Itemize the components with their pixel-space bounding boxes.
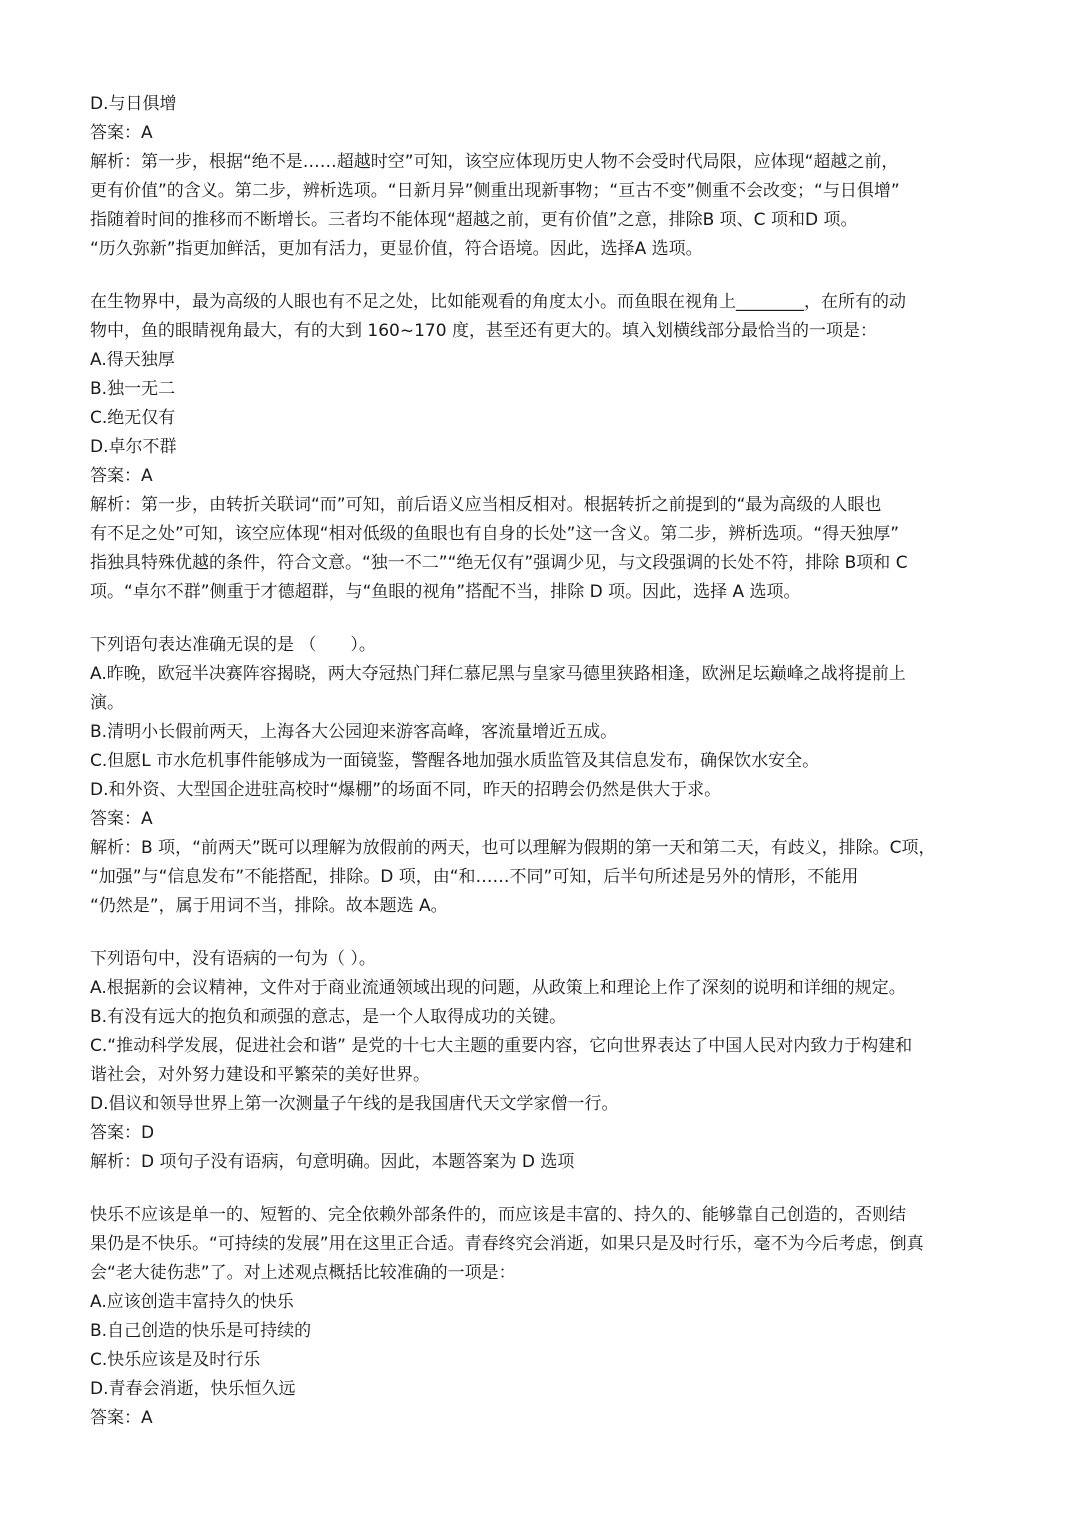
- option-c-line: C.“推动科学发展，促进社会和谐” 是党的十七大主题的重要内容，它向世界表达了中国人民对内致力于构建和: [90, 1036, 913, 1056]
- option-d: D.倡议和领导世界上第一次测量子午线的是我国唐代天文学家僧一行。: [90, 1094, 619, 1114]
- analysis-line: 解析：第一步，根据“绝不是……超越时空”可知，该空应体现历史人物不会受时代局限，应体现“超越之前，: [90, 152, 899, 172]
- analysis-line: 解析：B 项，“前两天”既可以理解为放假前的两天，也可以理解为假期的第一天和第二天，有歧义，排除。C项，: [90, 838, 936, 858]
- answer-line: 答案：A: [90, 123, 153, 143]
- analysis-line: 项。“卓尔不群”侧重于才德超群，与“鱼眼的视角”搭配不当，排除 D 项。因此，选择 A 选项。: [90, 582, 801, 602]
- question-block-4: [90, 1201, 1010, 1433]
- option-a: A.得天独厚: [90, 350, 175, 370]
- option-d: D.青春会消逝，快乐恒久远: [90, 1379, 296, 1399]
- option-c-line: 谐社会，对外努力建设和平繁荣的美好世界。: [90, 1065, 430, 1085]
- option-b: B.有没有远大的抱负和顽强的意志，是一个人取得成功的关键。: [90, 1007, 567, 1027]
- option-b: B.独一无二: [90, 379, 176, 399]
- analysis-line: 解析：第一步，由转折关联词“而”可知，前后语义应当相反相对。根据转折之前提到的“最为高级的人眼也: [90, 495, 882, 515]
- question-block-2: [90, 631, 1010, 921]
- option-a: A.根据新的会议精神，文件对于商业流通领域出现的问题，从政策上和理论上作了深刻的说明和详细的规定。: [90, 978, 906, 998]
- analysis-line: 指独具特殊优越的条件，符合文意。“独一不二”“绝无仅有”强调少见，与文段强调的长处不符，排除 B项和 C: [90, 553, 908, 573]
- question-stem-line: 物中，鱼的眼睛视角最大，有的大到 160~170 度，甚至还有更大的。填入划横线部分最恰当的一项是：: [90, 321, 877, 341]
- question-stem-line: 在生物界中，最为高级的人眼也有不足之处，比如能观看的角度太小。而鱼眼在视角上________，在所有的动: [90, 292, 906, 312]
- option-d: D.与日俱增: [90, 94, 177, 114]
- answer-line: 答案：A: [90, 466, 153, 486]
- option-a-line: 演。: [90, 693, 124, 713]
- analysis-line: “加强”与“信息发布”不能搭配，排除。D 项，由“和……不同”可知，后半句所述是另外的情形，不能用: [90, 867, 859, 887]
- question-stem-line: 会“老大徒伤悲”了。对上述观点概括比较准确的一项是：: [90, 1263, 516, 1283]
- analysis-line: 指随着时间的推移而不断增长。三者均不能体现“超越之前，更有价值”之意，排除B 项、C 项和D 项。: [90, 210, 858, 230]
- answer-line: 答案：A: [90, 809, 153, 829]
- option-d: D.和外资、大型国企进驻高校时“爆棚”的场面不同，昨天的招聘会仍然是供大于求。: [90, 780, 722, 800]
- option-a-line: A.昨晚，欧冠半决赛阵容揭晓，两大夺冠热门拜仁慕尼黑与皇家马德里狭路相逢，欧洲足坛巅峰之战将提前上: [90, 664, 906, 684]
- question-stem: 下列语句表达准确无误的是 （ ）。: [90, 635, 376, 655]
- analysis-line: 有不足之处”可知，该空应体现“相对低级的鱼眼也有自身的长处”这一含义。第二步，辨析选项。“得天独厚”: [90, 524, 900, 544]
- option-a: A.应该创造丰富持久的快乐: [90, 1292, 294, 1312]
- answer-line: 答案：D: [90, 1123, 155, 1143]
- option-c: C.但愿L 市水危机事件能够成为一面镜鉴，警醒各地加强水质监管及其信息发布，确保饮水安全。: [90, 751, 820, 771]
- question-block-0: [90, 90, 1010, 264]
- question-stem: 下列语句中，没有语病的一句为（ ）。: [90, 949, 376, 969]
- question-stem-line: 果仍是不快乐。“可持续的发展”用在这里正合适。青春终究会消逝，如果只是及时行乐，毫不为今后考虑，倒真: [90, 1234, 924, 1254]
- option-b: B.清明小长假前两天，上海各大公园迎来游客高峰，客流量增近五成。: [90, 722, 618, 742]
- option-d: D.卓尔不群: [90, 437, 177, 457]
- analysis-line: “历久弥新”指更加鲜活，更加有活力，更显价值，符合语境。因此，选择A 选项。: [90, 239, 703, 259]
- option-c: C.快乐应该是及时行乐: [90, 1350, 261, 1370]
- question-block-3: [90, 945, 1010, 1177]
- question-block-1: [90, 288, 1010, 607]
- option-c: C.绝无仅有: [90, 408, 176, 428]
- option-b: B.自己创造的快乐是可持续的: [90, 1321, 312, 1341]
- analysis-line: 更有价值”的含义。第二步，辨析选项。“日新月异”侧重出现新事物；“亘古不变”侧重不会改变；“与日俱增”: [90, 181, 900, 201]
- answer-line: 答案：A: [90, 1408, 153, 1428]
- analysis-line: 解析：D 项句子没有语病，句意明确。因此，本题答案为 D 选项: [90, 1152, 575, 1172]
- analysis-line: “仍然是”，属于用词不当，排除。故本题选 A。: [90, 896, 448, 916]
- question-stem-line: 快乐不应该是单一的、短暂的、完全依赖外部条件的，而应该是丰富的、持久的、能够靠自己创造的，否则结: [90, 1205, 906, 1225]
- document-page: [90, 90, 1010, 1433]
